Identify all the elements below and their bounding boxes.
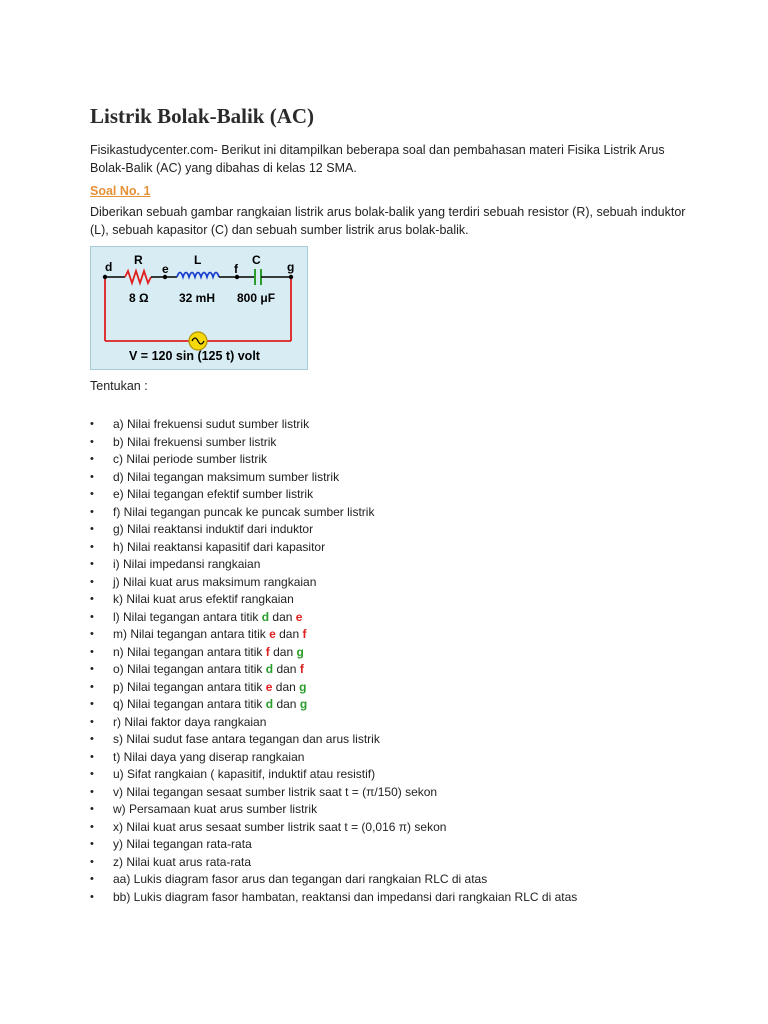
item-text: y) Nilai tegangan rata-rata bbox=[113, 837, 252, 851]
item-text: u) Sifat rangkaian ( kapasitif, induktif atau resistif) bbox=[113, 767, 376, 781]
list-item bbox=[90, 574, 710, 592]
item-text: c) Nilai periode sumber listrik bbox=[113, 452, 268, 466]
bullet-icon: • bbox=[90, 838, 94, 850]
node-e-label: e bbox=[162, 262, 169, 276]
list-item bbox=[90, 749, 710, 767]
bullet-icon: • bbox=[90, 820, 94, 833]
bullet-icon: • bbox=[90, 750, 94, 763]
bullet-icon: • bbox=[90, 523, 94, 535]
item-text: o) Nilai tegangan antara titik bbox=[113, 662, 266, 676]
task-list bbox=[90, 416, 710, 906]
item-text: f) Nilai tegangan puncak ke puncak sumber listrik bbox=[113, 504, 375, 519]
item-text: s) Nilai sudut fase antara tegangan dan arus listrik bbox=[113, 732, 380, 746]
item-text: a) Nilai frekuensi sudut sumber listrik bbox=[113, 417, 310, 431]
bullet-icon: • bbox=[90, 470, 94, 483]
bullet-icon: • bbox=[90, 855, 94, 868]
list-item bbox=[90, 469, 710, 487]
intro-paragraph: Fisikastudycenter.com- Berikut ini ditampilkan beberapa soal dan pembahasan materi Fisika Listrik Arus Bolak-Balik (AC) yang dibahas di kelas 12 SMA. bbox=[90, 143, 665, 175]
item-text: m) Nilai tegangan antara titik bbox=[113, 627, 270, 641]
list-item bbox=[90, 679, 710, 697]
list-item bbox=[90, 889, 710, 907]
item-text: l) Nilai tegangan antara titik bbox=[113, 609, 262, 624]
list-item bbox=[90, 416, 710, 434]
bullet-icon: • bbox=[90, 435, 94, 448]
soal-description: Diberikan sebuah gambar rangkaian listrik arus bolak-balik yang terdiri sebuah resistor (R), sebuah induktor (L), sebuah kapasitor (C) dan sebuah sumber listrik arus bolak-balik. bbox=[90, 205, 686, 237]
bullet-icon: • bbox=[90, 418, 94, 430]
inductor-label: L bbox=[194, 253, 202, 267]
point-label: e bbox=[265, 679, 273, 694]
item-text: w) Persamaan kuat arus sumber listrik bbox=[113, 802, 318, 816]
resistor-value: 8 Ω bbox=[129, 291, 149, 305]
item-connector: dan bbox=[273, 697, 300, 711]
list-item bbox=[90, 451, 710, 469]
bullet-icon: • bbox=[90, 558, 94, 570]
list-item bbox=[90, 854, 710, 872]
item-text: n) Nilai tegangan antara titik bbox=[113, 644, 266, 659]
list-item bbox=[90, 609, 710, 627]
item-text: p) Nilai tegangan antara titik bbox=[113, 679, 266, 694]
item-text: k) Nilai kuat arus efektif rangkaian bbox=[113, 592, 294, 606]
item-connector: dan bbox=[269, 644, 297, 659]
item-connector: dan bbox=[272, 679, 300, 694]
list-item bbox=[90, 784, 710, 802]
point-label: e bbox=[269, 627, 276, 641]
node-d-label: d bbox=[105, 260, 113, 274]
point-label: f bbox=[302, 627, 307, 641]
item-connector: dan bbox=[273, 662, 300, 676]
capacitor-value: 800 μF bbox=[237, 291, 276, 305]
bullet-icon: • bbox=[90, 540, 94, 553]
list-item bbox=[90, 591, 710, 609]
item-text: bb) Lukis diagram fasor hambatan, reaktansi dan impedansi dari rangkaian RLC di atas bbox=[113, 889, 578, 904]
point-label: g bbox=[299, 679, 307, 694]
bullet-icon: • bbox=[90, 890, 94, 903]
list-item bbox=[90, 539, 710, 557]
item-text: x) Nilai kuat arus sesaat sumber listrik saat t = (0,016 π) sekon bbox=[113, 819, 447, 834]
list-item bbox=[90, 661, 710, 679]
bullet-icon: • bbox=[90, 715, 94, 728]
item-text: d) Nilai tegangan maksimum sumber listrik bbox=[113, 469, 340, 484]
bullet-icon: • bbox=[90, 768, 94, 780]
list-item bbox=[90, 714, 710, 732]
inductor-value: 32 mH bbox=[179, 291, 216, 305]
source-equation: V = 120 sin (125 t) volt bbox=[129, 349, 260, 363]
list-item bbox=[90, 836, 710, 854]
bullet-icon: • bbox=[90, 575, 94, 588]
list-item bbox=[90, 871, 710, 889]
circuit-svg bbox=[91, 247, 307, 369]
bullet-icon: • bbox=[90, 680, 94, 693]
point-label: f bbox=[299, 662, 304, 676]
item-text: g) Nilai reaktansi induktif dari induktor bbox=[113, 522, 314, 536]
node-g-dot bbox=[289, 275, 293, 279]
bullet-icon: • bbox=[90, 698, 94, 710]
list-item bbox=[90, 504, 710, 522]
point-label: f bbox=[265, 644, 270, 659]
page-title: Listrik Bolak-Balik (AC) bbox=[90, 104, 315, 128]
point-label: d bbox=[265, 697, 274, 711]
point-label: e bbox=[295, 609, 303, 624]
bullet-icon: • bbox=[90, 645, 94, 658]
bullet-icon: • bbox=[90, 733, 94, 745]
node-d-dot bbox=[103, 275, 107, 279]
item-connector: dan bbox=[269, 609, 296, 624]
list-item bbox=[90, 696, 710, 714]
bullet-icon: • bbox=[90, 873, 94, 885]
rlc-circuit-diagram bbox=[90, 246, 308, 370]
item-text: e) Nilai tegangan efektif sumber listrik bbox=[113, 487, 314, 501]
inductor-symbol bbox=[177, 273, 219, 278]
point-label: g bbox=[299, 697, 308, 711]
list-item bbox=[90, 731, 710, 749]
list-item bbox=[90, 801, 710, 819]
item-text: i) Nilai impedansi rangkaian bbox=[113, 557, 261, 571]
item-text: j) Nilai kuat arus maksimum rangkaian bbox=[113, 574, 317, 589]
bullet-icon: • bbox=[90, 453, 94, 465]
item-text: r) Nilai faktor daya rangkaian bbox=[113, 714, 267, 729]
list-item bbox=[90, 626, 710, 644]
capacitor-label: C bbox=[252, 253, 261, 267]
resistor-symbol bbox=[125, 271, 151, 283]
point-label: d bbox=[261, 609, 270, 624]
tentukan-label: Tentukan : bbox=[90, 379, 148, 393]
item-text: b) Nilai frekuensi sumber listrik bbox=[113, 434, 277, 449]
node-f-label: f bbox=[234, 262, 238, 276]
node-g-label: g bbox=[287, 260, 295, 274]
bullet-icon: • bbox=[90, 663, 94, 675]
resistor-label: R bbox=[134, 253, 143, 267]
bullet-icon: • bbox=[90, 610, 94, 623]
list-item bbox=[90, 486, 710, 504]
list-item bbox=[90, 644, 710, 662]
list-item bbox=[90, 434, 710, 452]
bullet-icon: • bbox=[90, 505, 94, 518]
list-item bbox=[90, 556, 710, 574]
soal-title[interactable]: Soal No. 1 bbox=[90, 184, 151, 198]
list-item bbox=[90, 521, 710, 539]
bullet-icon: • bbox=[90, 593, 94, 605]
bullet-icon: • bbox=[90, 785, 94, 798]
item-text: v) Nilai tegangan sesaat sumber listrik saat t = (π/150) sekon bbox=[113, 784, 438, 799]
list-item bbox=[90, 819, 710, 837]
point-label: d bbox=[265, 662, 274, 676]
list-item bbox=[90, 766, 710, 784]
item-text: aa) Lukis diagram fasor arus dan tegangan dari rangkaian RLC di atas bbox=[113, 872, 488, 886]
item-text: h) Nilai reaktansi kapasitif dari kapasitor bbox=[113, 539, 326, 554]
item-text: t) Nilai daya yang diserap rangkaian bbox=[113, 749, 305, 764]
item-connector: dan bbox=[275, 627, 303, 641]
bullet-icon: • bbox=[90, 628, 94, 640]
bullet-icon: • bbox=[90, 803, 94, 815]
item-text: q) Nilai tegangan antara titik bbox=[113, 697, 266, 711]
point-label: g bbox=[296, 644, 304, 659]
bullet-icon: • bbox=[90, 488, 94, 500]
item-text: z) Nilai kuat arus rata-rata bbox=[113, 854, 252, 869]
